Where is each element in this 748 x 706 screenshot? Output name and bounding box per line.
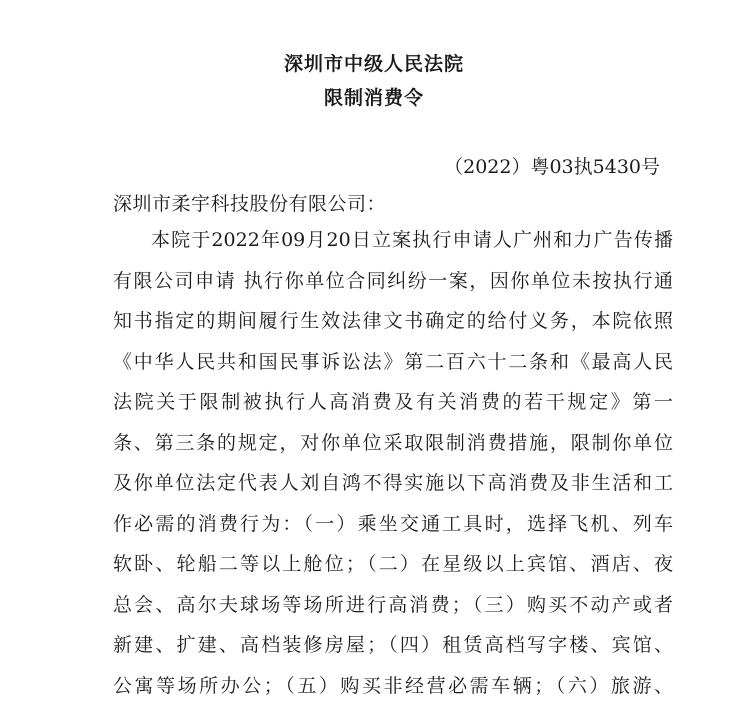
body-line: 公寓等场所办公；（五）购买非经营必需车辆；（六）旅游、 <box>113 666 673 706</box>
body-line: 作必需的消费行为：（一）乘坐交通工具时，选择飞机、列车 <box>113 504 673 545</box>
court-name: 深圳市中级人民法院 <box>0 49 748 76</box>
document-type: 限制消费令 <box>0 83 748 110</box>
body-line: 法院关于限制被执行人高消费及有关消费的若干规定》第一 <box>113 382 673 423</box>
addressee: 深圳市柔宇科技股份有限公司： <box>113 189 386 216</box>
document-body <box>113 220 673 706</box>
body-line: 及你单位法定代表人刘自鸿不得实施以下高消费及非生活和工 <box>113 463 673 504</box>
case-number: （2022）粤03执5430号 <box>444 152 660 179</box>
body-line: 条、第三条的规定，对你单位采取限制消费措施，限制你单位 <box>113 423 673 464</box>
body-line: 有限公司申请 执行你单位合同纠纷一案，因你单位未按执行通 <box>113 261 673 302</box>
body-line: 新建、扩建、高档装修房屋；（四）租赁高档写字楼、宾馆、 <box>113 625 673 666</box>
body-line: 软卧、轮船二等以上舱位；（二）在星级以上宾馆、酒店、夜 <box>113 544 673 585</box>
body-line: 《中华人民共和国民事诉讼法》第二百六十二条和《最高人民 <box>113 342 673 383</box>
body-line: 知书指定的期间履行生效法律文书确定的给付义务，本院依照 <box>113 301 673 342</box>
body-line: 本院于2022年09月20日立案执行申请人广州和力广告传播 <box>113 220 673 261</box>
body-line: 总会、高尔夫球场等场所进行高消费；（三）购买不动产或者 <box>113 585 673 626</box>
